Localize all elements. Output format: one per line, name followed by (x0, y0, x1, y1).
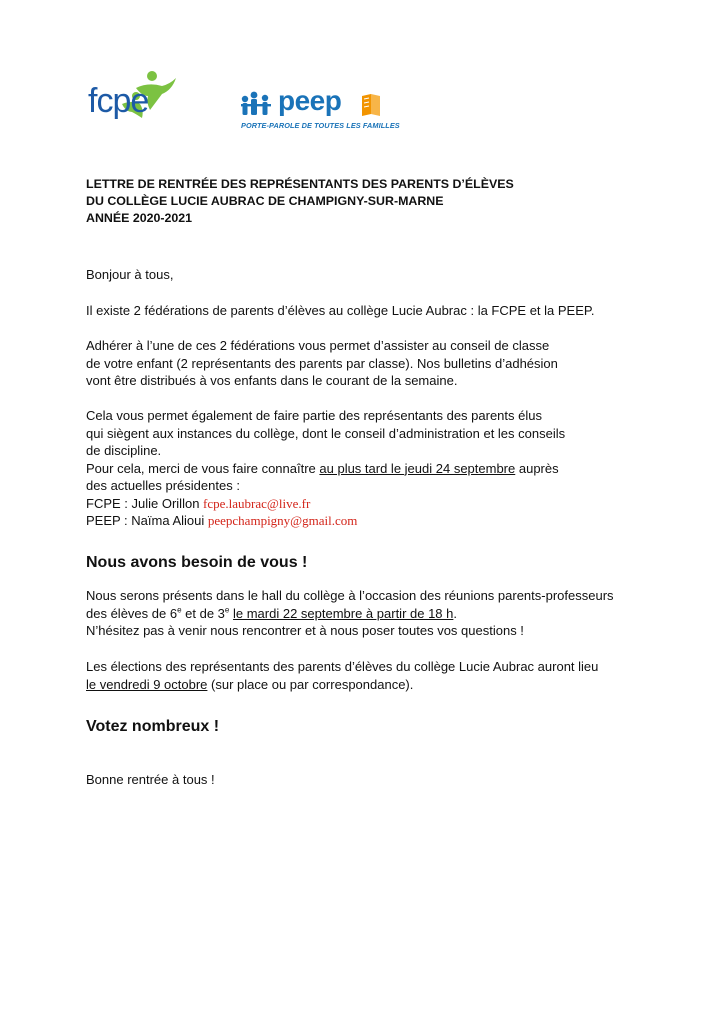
paragraph-meeting (86, 587, 614, 640)
paragraph-line: Adhérer à l’une de ces 2 fédérations vous permet d’assister au conseil de classe (86, 338, 550, 353)
heading-line: DU COLLÈGE LUCIE AUBRAC DE CHAMPIGNY-SUR-MARNE (86, 194, 444, 208)
paragraph-federations: Il existe 2 fédérations de parents d’élèves au collège Lucie Aubrac : la FCPE et la PEEP. (86, 303, 595, 318)
paragraph-line: qui siègent aux instances du collège, dont le conseil d’administration et les conseils (86, 425, 566, 441)
paragraph-line: de votre enfant (2 représentants des parents par classe). Nos bulletins d’adhésion (86, 355, 558, 371)
fcpe-wordmark: fcpe (88, 82, 149, 120)
fcpe-contact-label: FCPE : Julie Orillon (86, 495, 204, 511)
superscript: e (224, 605, 230, 615)
greeting: Bonjour à tous, (86, 267, 174, 282)
meeting-date: le mardi 22 septembre à partir de 18 h (232, 605, 454, 621)
peep-tagline: PORTE-PAROLE DE TOUTES LES FAMILLES (241, 121, 400, 130)
paragraph-elected-representatives (86, 407, 565, 530)
text-span: . (453, 605, 458, 621)
fcpe-contact (86, 495, 565, 513)
text-span: des élèves de 6 (86, 605, 178, 621)
peep-wordmark: peep (278, 85, 342, 116)
superscript: e (177, 605, 182, 615)
paragraph-line (86, 676, 598, 694)
paragraph-elections (86, 658, 598, 693)
heading-line: ANNÉE 2020-2021 (86, 211, 193, 225)
text-span: et de 3 (181, 605, 225, 621)
peep-contact (86, 512, 565, 530)
letter-heading (86, 176, 514, 227)
paragraph-membership (86, 337, 558, 390)
fcpe-logo (82, 66, 182, 146)
paragraph-line: des actuelles présidentes : (86, 478, 240, 493)
peep-email-link[interactable]: peepchampigny@gmail.com (207, 513, 358, 528)
section-title-vote: Votez nombreux ! (86, 718, 220, 735)
election-date: le vendredi 9 octobre (86, 676, 208, 692)
heading-line: LETTRE DE RENTRÉE DES REPRÉSENTANTS DES PARENTS D’ÉLÈVES (86, 177, 514, 191)
peep-contact-label: PEEP : Naïma Alioui (86, 513, 208, 528)
text-span: (sur place ou par correspondance). (207, 676, 414, 692)
paragraph-line: N’hésitez pas à venir nous rencontrer et à nous poser toutes vos questions ! (86, 623, 524, 638)
paragraph-line: Nous serons présents dans le hall du collège à l’occasion des réunions parents-professeurs (86, 588, 614, 603)
text-span: Pour cela, merci de vous faire connaître (86, 460, 320, 476)
paragraph-line: Cela vous permet également de faire partie des représentants des parents élus (86, 408, 542, 423)
paragraph-line (86, 460, 565, 478)
text-span: auprès (515, 460, 559, 476)
deadline-date: au plus tard le jeudi 24 septembre (319, 460, 516, 476)
peep-logo (240, 85, 400, 135)
paragraph-line: vont être distribués à vos enfants dans le courant de la semaine. (86, 373, 458, 388)
paragraph-line: Les élections des représentants des parents d’élèves du collège Lucie Aubrac auront lieu (86, 659, 599, 674)
paragraph-line (86, 605, 614, 623)
section-title-need-you: Nous avons besoin de vous ! (86, 554, 308, 571)
paragraph-line: de discipline. (86, 443, 162, 458)
fcpe-email-link[interactable]: fcpe.laubrac@live.fr (203, 495, 311, 511)
closing-line: Bonne rentrée à tous ! (86, 772, 215, 787)
